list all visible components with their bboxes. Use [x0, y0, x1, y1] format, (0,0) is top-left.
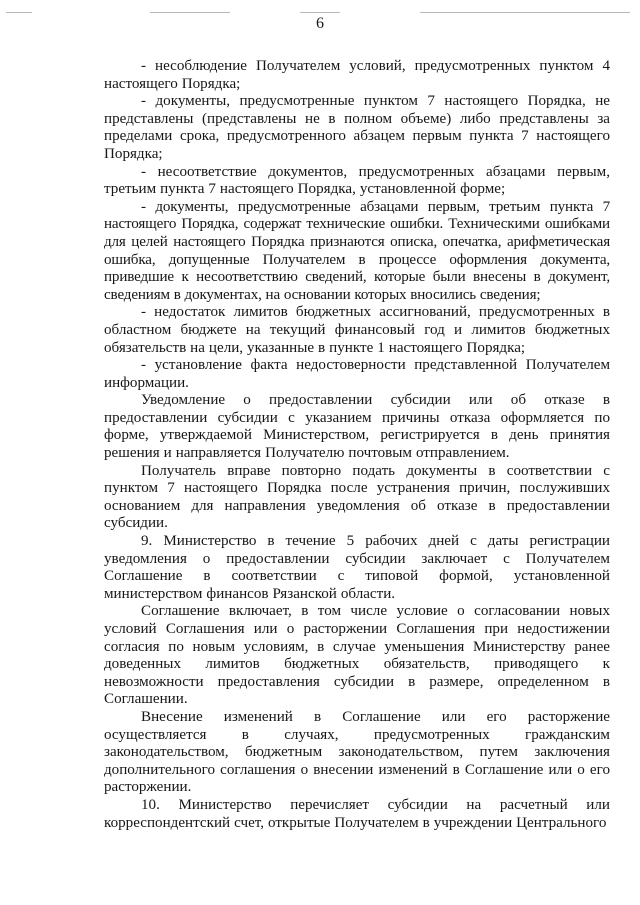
body-paragraph: 9. Министерство в течение 5 рабочих дней с даты регистрации уведомления о предоставлении субсидии заключает с Получателем Соглашение в соответствии с типовой формой, установленной министерством финансов Рязанской области.: [104, 533, 610, 602]
page-number: 6: [316, 15, 324, 32]
list-item-paragraph: - документы, предусмотренные пунктом 7 настоящего Порядка, не представлены (представлены не в полном объеме) либо представлены за пределами срока, предусмотренного абзацем первым пункта 7 настоящего Порядка;: [104, 93, 610, 162]
body-paragraph: Внесение изменений в Соглашение или его расторжение осуществляется в случаях, предусмотренных гражданским законодательством, бюджетным законодательством, путем заключения дополнительного соглашения о внесении изменений в Соглашение или о его расторжении.: [104, 708, 610, 796]
body-paragraph: 10. Министерство перечисляет субсидии на расчетный или корреспондентский счет, открытые Получателем в учреждении Центрального: [104, 796, 610, 831]
list-item-paragraph: - недостаток лимитов бюджетных ассигнований, предусмотренных в областном бюджете на текущий финансовый год и лимитов бюджетных обязательств на цели, указанные в пункте 1 настоящего Порядка;: [104, 304, 610, 356]
body-paragraph: Получатель вправе повторно подать документы в соответствии с пунктом 7 настоящего Порядка после устранения причин, послуживших основанием для направления уведомления об отказе в предоставлении субсидии.: [104, 462, 610, 532]
scan-artifact-line: [300, 12, 340, 13]
document-body: [104, 58, 610, 832]
list-item-paragraph: - несоблюдение Получателем условий, предусмотренных пунктом 4 настоящего Порядка;: [104, 58, 610, 92]
scan-artifact-line: [150, 12, 230, 13]
scan-artifact-line: [6, 12, 32, 13]
list-item-paragraph: - несоответствие документов, предусмотренных абзацами первым, третьим пункта 7 настоящего Порядка, установленной форме;: [104, 163, 610, 198]
list-item-paragraph: - установление факта недостоверности представленной Получателем информации.: [104, 357, 610, 391]
scan-artifact-line: [420, 12, 630, 13]
body-paragraph: Соглашение включает, в том числе условие о согласовании новых условий Соглашения или о расторжении Соглашения при недостижении согласия по новым условиям, в случае уменьшения Министерству ранее доведенных лимитов бюджетных обязательств, приводящего к невозможности предоставления субсидии в размере, определенном в Соглашении.: [104, 603, 610, 708]
list-item-paragraph: - документы, предусмотренные абзацами первым, третьим пункта 7 настоящего Порядка, содержат технические ошибки. Техническими ошибками для целей настоящего Порядка признаются описка, опечатка, арифметическая ошибка, допущенные Получателем в процессе оформления документа, приведшие к несоответствию сведений, которые были внесены в документ, сведениям в документах, на основании которых вносились сведения;: [104, 198, 610, 303]
body-paragraph: Уведомление о предоставлении субсидии или об отказе в предоставлении субсидии с указанием причины отказа оформляется по форме, утверждаемой Министерством, регистрируется в день принятия решения и направляется Получателю почтовым отправлением.: [104, 392, 610, 462]
